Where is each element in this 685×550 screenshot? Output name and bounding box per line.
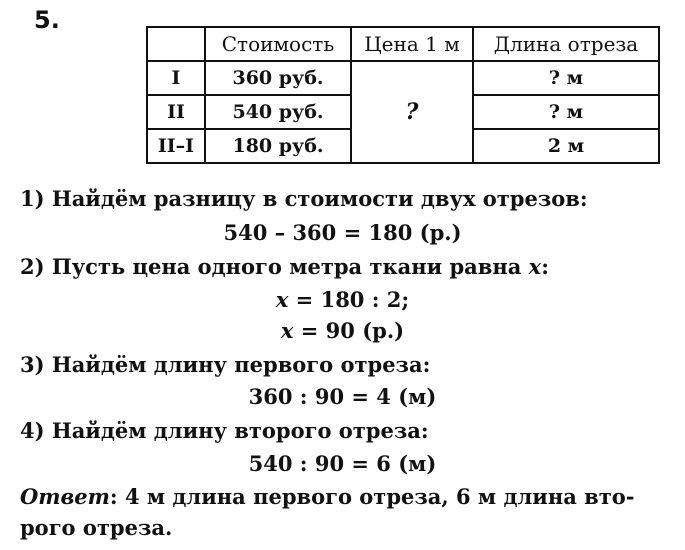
answer-line-2: рого отреза.: [20, 515, 173, 540]
step-3-equation: 360 : 90 = 4 (м): [248, 384, 437, 409]
data-table: [146, 26, 660, 164]
answer-label: Ответ: [20, 484, 110, 509]
step-1: 1) Найдём разницу в стоимости двух отрезов:: [20, 186, 588, 211]
step-2-equation-1: [0, 287, 685, 312]
step-4: 4) Найдём длину второго отреза:: [20, 418, 429, 443]
step-2-text: 2) Пусть цена одного метра ткани равна: [20, 254, 529, 279]
step-2: [20, 254, 549, 279]
answer-line-1: [20, 484, 634, 509]
table-header-row: [147, 27, 659, 61]
row-label: II: [147, 95, 205, 129]
table-row: [147, 61, 659, 95]
cost-cell: 360 руб.: [205, 61, 351, 95]
problem-number: 5.: [34, 6, 60, 34]
length-cell: ? м: [473, 95, 659, 129]
step-4-equation: 540 : 90 = 6 (м): [248, 451, 437, 476]
table-header-cost: Стоимость: [205, 27, 351, 61]
equation-variable: x: [280, 318, 294, 343]
cost-cell: 540 руб.: [205, 95, 351, 129]
equation-text: = 90 (р.): [293, 318, 405, 343]
table-header-price: Цена 1 м: [351, 27, 473, 61]
length-cell: 2 м: [473, 129, 659, 163]
equation-variable: x: [275, 287, 289, 312]
step-2-equation-2: [0, 318, 685, 343]
step-2-colon: :: [541, 254, 549, 279]
cost-cell: 180 руб.: [205, 129, 351, 163]
table-header-length: Длина отреза: [473, 27, 659, 61]
equation-text: = 180 : 2;: [288, 287, 410, 312]
table-header-empty: [147, 27, 205, 61]
price-cell: ?: [351, 61, 473, 163]
step-1-equation: 540 – 360 = 180 (р.): [223, 220, 462, 245]
length-cell: ? м: [473, 61, 659, 95]
step-3: 3) Найдём длину первого отреза:: [20, 352, 431, 377]
answer-text: : 4 м длина первого отреза, 6 м длина вто-: [109, 484, 635, 509]
row-label: II–I: [147, 129, 205, 163]
step-2-variable: x: [528, 254, 542, 279]
row-label: I: [147, 61, 205, 95]
